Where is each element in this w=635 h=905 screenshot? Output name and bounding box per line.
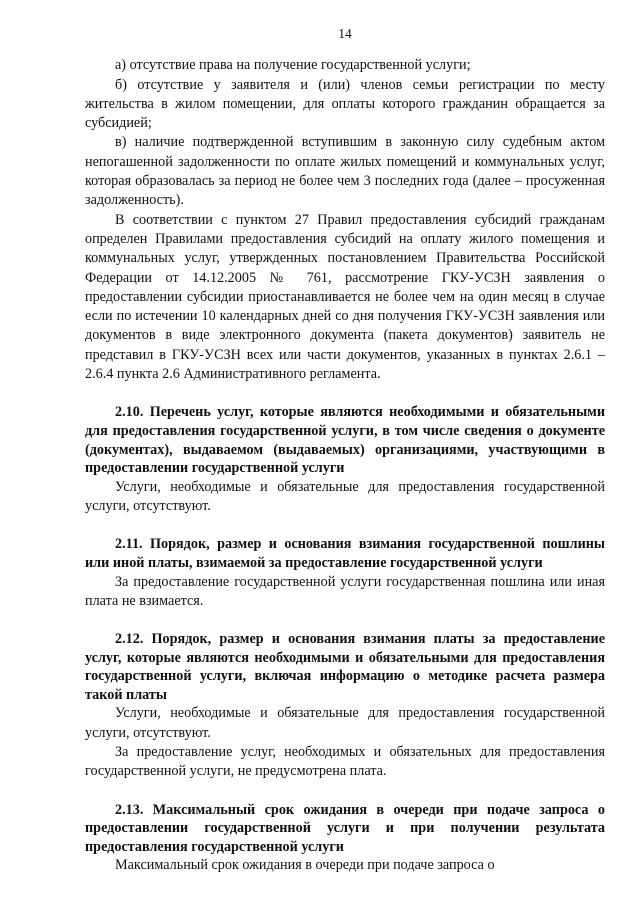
spacer: [85, 782, 605, 801]
page-number: 14: [338, 26, 352, 41]
paragraph-item-a: а) отсутствие права на получение государственной услуги;: [115, 57, 471, 74]
spacer: [85, 611, 605, 630]
section-2-12-heading: 2.12. Порядок, размер и основания взимания платы за предоставление услуг, которые являются необходимыми и обязательными для предоставления государственной услуги, включая информацию о методике расчета размера такой платы: [85, 631, 605, 703]
section-2-10-heading: 2.10. Перечень услуг, которые являются необходимыми и обязательными для предоставления государственной услуги, в том числе сведения о документе (документах), выдаваемом (выдаваемых) организациями, участвующими в предоставлении государственной услуги: [85, 404, 605, 477]
spacer: [85, 384, 605, 403]
section-2-11-heading: 2.11. Порядок, размер и основания взимания государственной пошлины или иной платы, взимаемой за предоставление государственной услуги: [85, 536, 605, 571]
section-2-12-text-1: Услуги, необходимые и обязательные для предоставления государственной услуги, отсутствуют.: [85, 705, 605, 741]
section-2-12-text-2: За предоставление услуг, необходимых и обязательных для предоставления государственной услуги, не предусмотрена плата.: [85, 744, 605, 780]
paragraph-item-b: б) отсутствие у заявителя и (или) членов семьи регистрации по месту жительства в жилом помещении, для оплаты которого гражданин обращается за субсидией;: [85, 76, 605, 132]
section-2-13-heading: 2.13. Максимальный срок ожидания в очереди при подаче запроса о предоставлении государственной услуги и при получении результата предоставления государственной услуги: [85, 801, 605, 855]
section-2-11-text: За предоставление государственной услуги государственная пошлина или иная плата не взимается.: [85, 573, 605, 609]
paragraph-rules: В соответствии с пунктом 27 Правил предоставления субсидий гражданам определен Правилами предоставления субсидий на оплату жилого помещения и коммунальных услуг, утвержденных постановлением Правительства Российской Федерации от 14.12.2005 № 761, рассмотрение ГКУ-УСЗН заявления о предоставлении субсидии приостанавливается не более чем на один месяц в случае если по истечении 10 календарных дней со дня получения ГКУ-УСЗН заявления или документов в виде электронного документа (пакета документов) заявитель не представил в ГКУ-УСЗН всех или части документов, указанных в пунктах 2.6.1 – 2.6.4 пункта 2.6 Административного регламента.: [85, 211, 605, 383]
section-2-13-text: Максимальный срок ожидания в очереди при подаче запроса о: [115, 857, 495, 874]
spacer: [85, 516, 605, 535]
section-2-10-text: Услуги, необходимые и обязательные для предоставления государственной услуги, отсутствуют.: [85, 478, 605, 515]
paragraph-item-c: в) наличие подтвержденной вступившим в законную силу судебным актом непогашенной задолженности по оплате жилых помещений и коммунальных услуг, которая образовалась за период не более чем 3 последних года (далее – просуженная задолженность).: [85, 134, 605, 209]
